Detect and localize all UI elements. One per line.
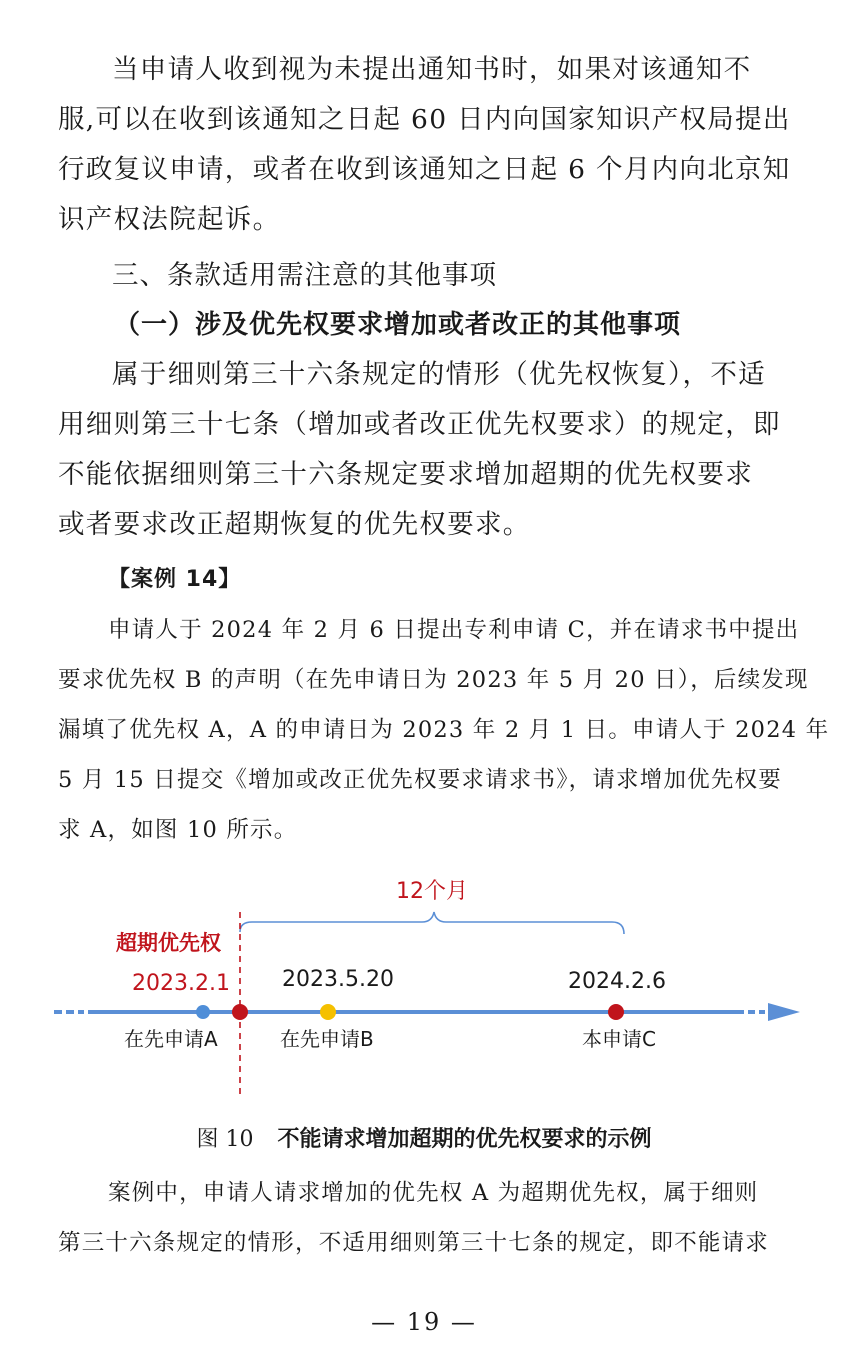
subsection-heading: （一）涉及优先权要求增加或者改正的其他事项: [114, 310, 682, 340]
text-line: 用细则第三十七条（增加或者改正优先权要求）的规定，即: [58, 409, 781, 440]
text-line: 漏填了优先权 A，A 的申请日为 2023 年 2 月 1 日。申请人于 2024 年: [58, 717, 830, 743]
period-label: 12个月: [396, 879, 468, 904]
point-b-marker: [320, 1004, 336, 1020]
overdue-priority-label: 超期优先权: [116, 931, 221, 955]
text-line: 或者要求改正超期恢复的优先权要求。: [58, 509, 531, 540]
priority-timeline-diagram: [0, 860, 848, 1110]
text-line: 申请人于 2024 年 2 月 6 日提出专利申请 C，并在请求书中提出: [108, 617, 800, 643]
point-label-a: 在先申请A: [124, 1027, 218, 1051]
paragraph-notice-remedy: [58, 45, 810, 245]
point-label-c: 本申请C: [582, 1027, 656, 1051]
figure-number: 图 10: [196, 1127, 254, 1152]
case-analysis: [58, 1168, 810, 1268]
paragraph-rule-36: [58, 350, 810, 550]
date-label-a: 2023.2.1: [132, 971, 230, 996]
point-a-marker: [196, 1005, 210, 1019]
case-label: 【案例 14】: [108, 567, 242, 592]
case-description: [58, 605, 830, 855]
text-line: 属于细则第三十六条规定的情形（优先权恢复），不适: [112, 359, 766, 390]
figure-title: 不能请求增加超期的优先权要求的示例: [277, 1127, 652, 1152]
text-line: 行政复议申请，或者在收到该通知之日起 6 个月内向北京知: [58, 154, 791, 185]
page-number: — 19 —: [371, 1308, 477, 1336]
text-line: 求 A，如图 10 所示。: [58, 817, 298, 843]
text-line: 5 月 15 日提交《增加或改正优先权要求请求书》，请求增加优先权要: [58, 767, 782, 793]
section-heading: 三、条款适用需注意的其他事项: [112, 260, 497, 291]
date-label-c: 2024.2.6: [568, 969, 666, 994]
figure-caption: [0, 1122, 848, 1153]
text-line: 服,可以在收到该通知之日起 60 日内向国家知识产权局提出: [58, 104, 791, 135]
text-line: 要求优先权 B 的声明（在先申请日为 2023 年 5 月 20 日），后续发现: [58, 667, 809, 693]
period-brace: [240, 912, 624, 934]
text-line: 案例中，申请人请求增加的优先权 A 为超期优先权，属于细则: [108, 1180, 759, 1206]
axis-arrow-head: [768, 1003, 800, 1021]
text-line: 当申请人收到视为未提出通知书时，如果对该通知不: [112, 54, 752, 85]
point-label-b: 在先申请B: [280, 1027, 374, 1051]
point-c-marker: [608, 1004, 624, 1020]
deadline-marker: [232, 1004, 248, 1020]
text-line: 不能依据细则第三十六条规定要求增加超期的优先权要求: [58, 459, 753, 490]
text-line: 第三十六条规定的情形，不适用细则第三十七条的规定，即不能请求: [58, 1230, 770, 1256]
text-line: 识产权法院起诉。: [58, 204, 281, 235]
date-label-b: 2023.5.20: [282, 967, 394, 992]
